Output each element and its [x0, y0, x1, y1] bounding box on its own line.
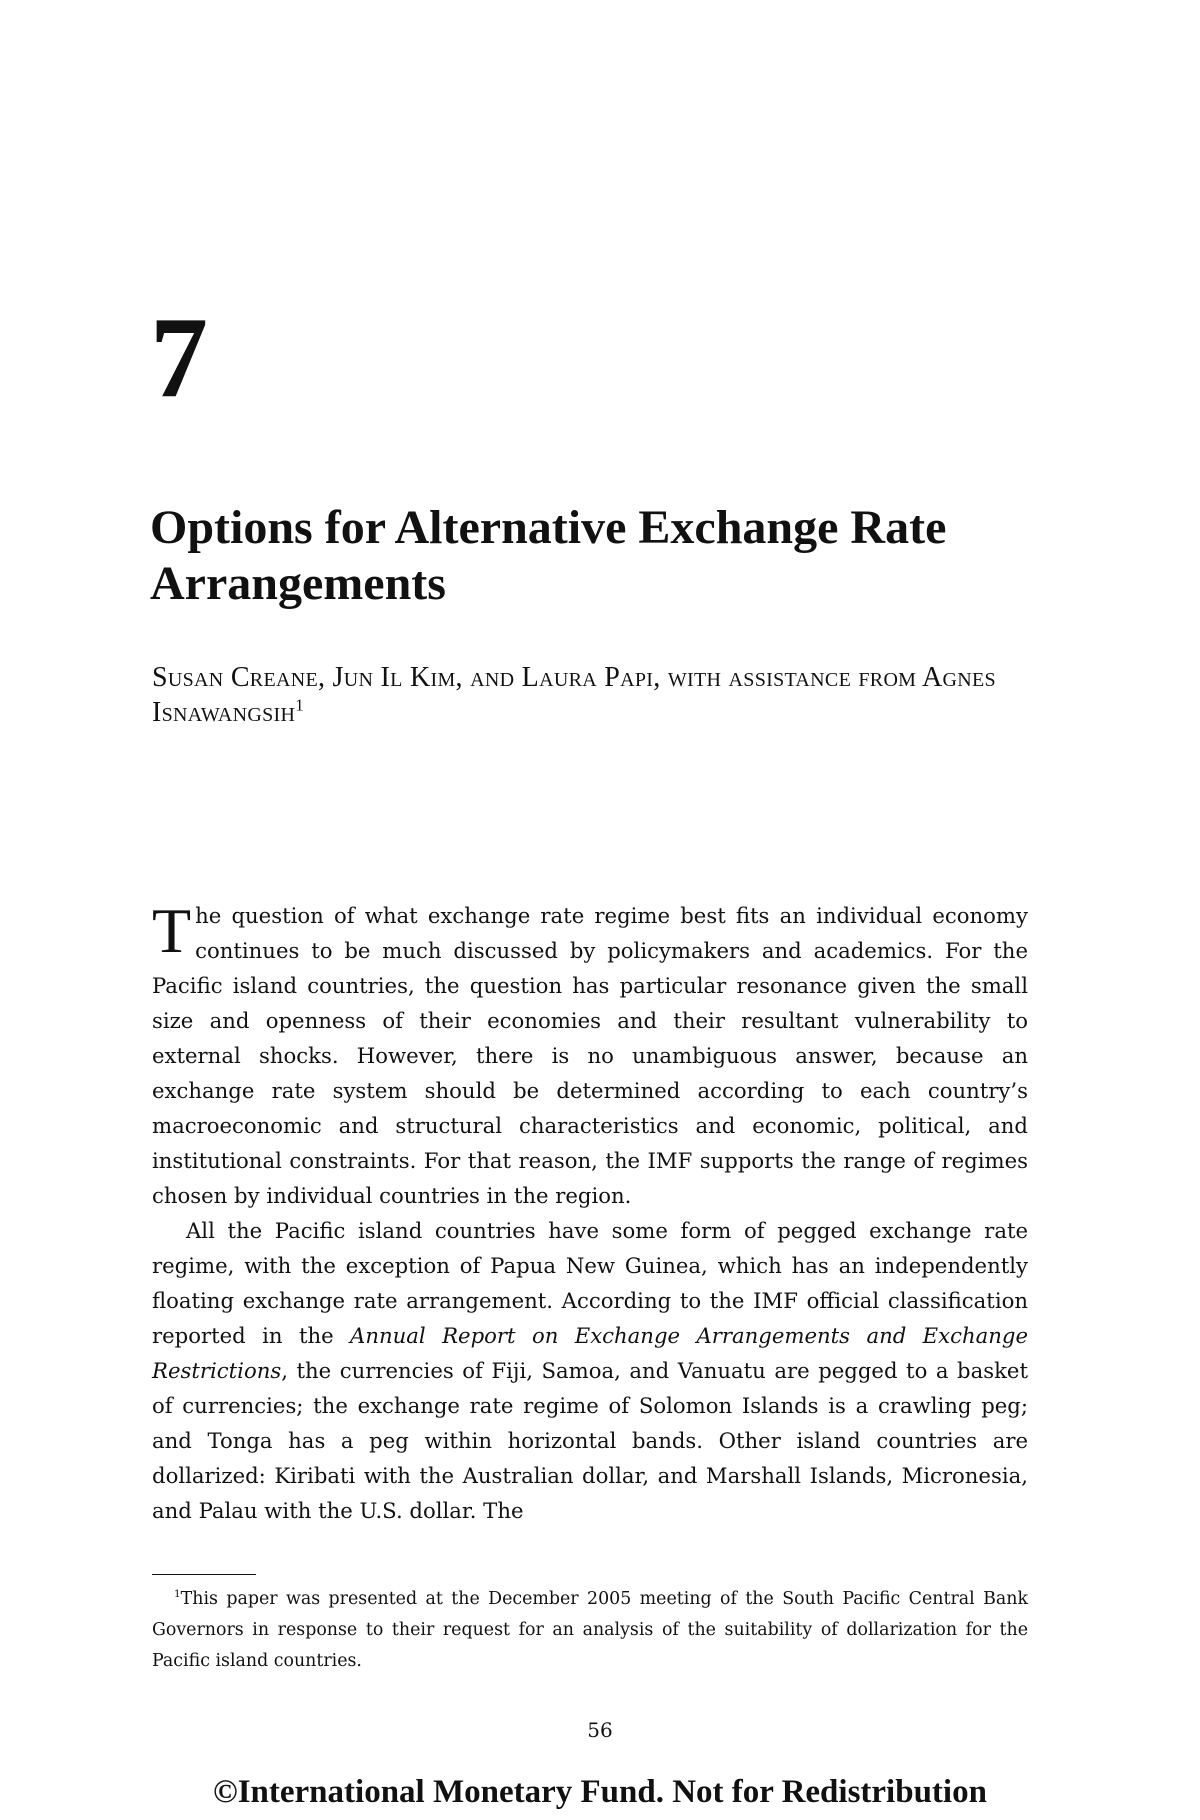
chapter-title: Options for Alternative Exchange Rate Arrangements — [150, 501, 947, 610]
chapter-authors — [152, 660, 1032, 730]
page-number: 56 — [587, 1718, 613, 1742]
paragraph-1-text: he question of what exchange rate regime best fits an individual economy continues to be much discussed by policymakers and academics. For the Pacific island countries, the question has particular resonance given the small size and openness of their economies and their resultant vulnerability to external shocks. However, there is no unambiguous answer, because an exchange rate system should be determined according to each country’s macroeconomic and structural characteristics and economic, political, and institutional constraints. For that reason, the IMF supports the range of regimes chosen by individual countries in the region. — [152, 903, 1028, 1208]
footnote-rule — [152, 1574, 256, 1575]
body-text — [152, 895, 1028, 1528]
authors-footnote-marker: 1 — [295, 695, 304, 715]
paragraph-2-text-after: , the currencies of Fiji, Samoa, and Vanuatu are pegged to a basket of currencies; the exchange rate regime of Solomon Islands is a crawling peg; and Tonga has a peg within horizontal bands. Other island countries are dollarized: Kiribati with the Australian dollar, and Marshall Islands, Micronesia, and Palau with the U.S. dollar. The — [152, 1358, 1028, 1523]
paragraph-2-text-before: All the Pacific island countries have some form of pegged exchange rate regime, with the exception of Papua New Guinea, which has an independently floating exchange rate arrangement. According to the IMF official classification reported in the — [152, 1218, 1028, 1348]
chapter-number: 7 — [150, 294, 208, 422]
footnote-marker: 1 — [174, 1588, 181, 1601]
paragraph-2 — [152, 1213, 1028, 1528]
footnote — [152, 1584, 1028, 1677]
authors-text: Susan Creane, Jun Il Kim, and Laura Papi, with assistance from Agnes Isnawangsih — [152, 662, 996, 728]
copyright-notice: ©International Monetary Fund. Not for Redistribution — [213, 1774, 987, 1810]
footnote-text: This paper was presented at the December 2005 meeting of the South Pacific Central Bank Governors in response to their request for an analysis of the suitability of dollarization for the Pacific island countries. — [152, 1589, 1028, 1671]
drop-cap: T — [152, 895, 192, 966]
report-title-italic: Annual Report on Exchange Arrangements and Exchange Restrictions — [152, 1323, 1028, 1383]
paragraph-1 — [152, 895, 1028, 1213]
